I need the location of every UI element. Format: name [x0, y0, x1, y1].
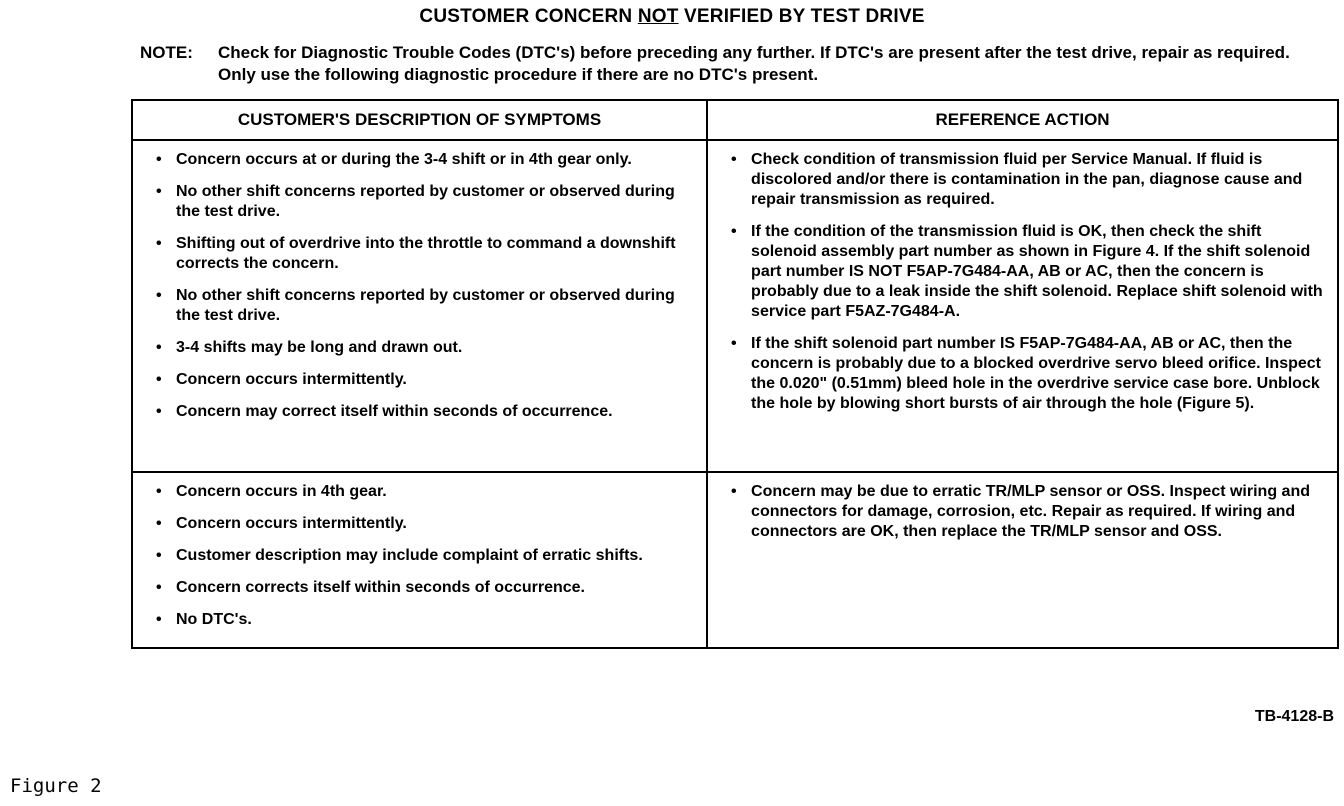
reference-code: TB-4128-B [1254, 708, 1334, 725]
symptom-item: • No other shift concerns reported by customer or observed during the test drive. [156, 182, 695, 222]
symptoms-header: CUSTOMER'S DESCRIPTION OF SYMPTOMS [132, 100, 707, 140]
action-item: • Concern may be due to erratic TR/MLP sensor or OSS. Inspect wiring and connectors for damage, corrosion, etc. Repair as required. If wiring and connectors are OK, then replace the TR/MLP sensor and OSS. [731, 482, 1326, 542]
action-cell [707, 472, 1338, 648]
note-text: Check for Diagnostic Trouble Codes (DTC's) before preceding any further. If DTC's are present after the test drive, repair as required. Only use the following diagnostic procedure if there are no DTC's present. [218, 43, 1290, 84]
symptom-item: • Concern may correct itself within seconds of occurrence. [156, 402, 695, 422]
symptoms-cell [132, 472, 707, 648]
table-row [132, 472, 1338, 648]
note-label: NOTE: [140, 43, 193, 62]
action-item: • Check condition of transmission fluid per Service Manual. If fluid is discolored and/or there is contamination in the pan, diagnose cause and repair transmission as required. [731, 150, 1326, 210]
symptom-item: • Concern occurs at or during the 3-4 shift or in 4th gear only. [156, 150, 695, 170]
symptom-item: • Concern occurs intermittently. [156, 514, 695, 534]
figure-label: Figure 2 [10, 775, 102, 797]
symptom-item: • Concern occurs in 4th gear. [156, 482, 695, 502]
title-before: CUSTOMER CONCERN [419, 6, 638, 27]
symptom-item: • No DTC's. [156, 610, 695, 630]
symptom-item: • Concern corrects itself within seconds of occurrence. [156, 578, 695, 598]
symptom-item: • Customer description may include complaint of erratic shifts. [156, 546, 695, 566]
title-after: VERIFIED BY TEST DRIVE [678, 6, 925, 27]
symptom-item: • Concern occurs intermittently. [156, 370, 695, 390]
reference-action-header: REFERENCE ACTION [707, 100, 1338, 140]
diagnostic-table [131, 99, 1339, 649]
table-row [132, 140, 1338, 472]
note [140, 42, 1300, 86]
symptom-item: • 3-4 shifts may be long and drawn out. [156, 338, 695, 358]
action-item: • If the shift solenoid part number IS F5AP-7G484-AA, AB or AC, then the concern is probably due to a blocked overdrive servo bleed orifice. Inspect the 0.020" (0.51mm) bleed hole in the overdrive service case bore. Unblock the hole by blowing short bursts of air through the hole (Figure 5). [731, 334, 1326, 414]
symptom-item: • Shifting out of overdrive into the throttle to command a downshift corrects the concern. [156, 234, 695, 274]
symptoms-cell [132, 140, 707, 472]
table-header-row [132, 100, 1338, 140]
action-cell [707, 140, 1338, 472]
title-underlined: NOT [637, 6, 679, 27]
page-title [0, 6, 1344, 28]
action-item: • If the condition of the transmission fluid is OK, then check the shift solenoid assembly part number as shown in Figure 4. If the shift solenoid part number IS NOT F5AP-7G484-AA, AB or AC, then the concern is probably due to a leak inside the shift solenoid. Replace shift solenoid with service part F5AZ-7G484-A. [731, 222, 1326, 322]
symptom-item: • No other shift concerns reported by customer or observed during the test drive. [156, 286, 695, 326]
